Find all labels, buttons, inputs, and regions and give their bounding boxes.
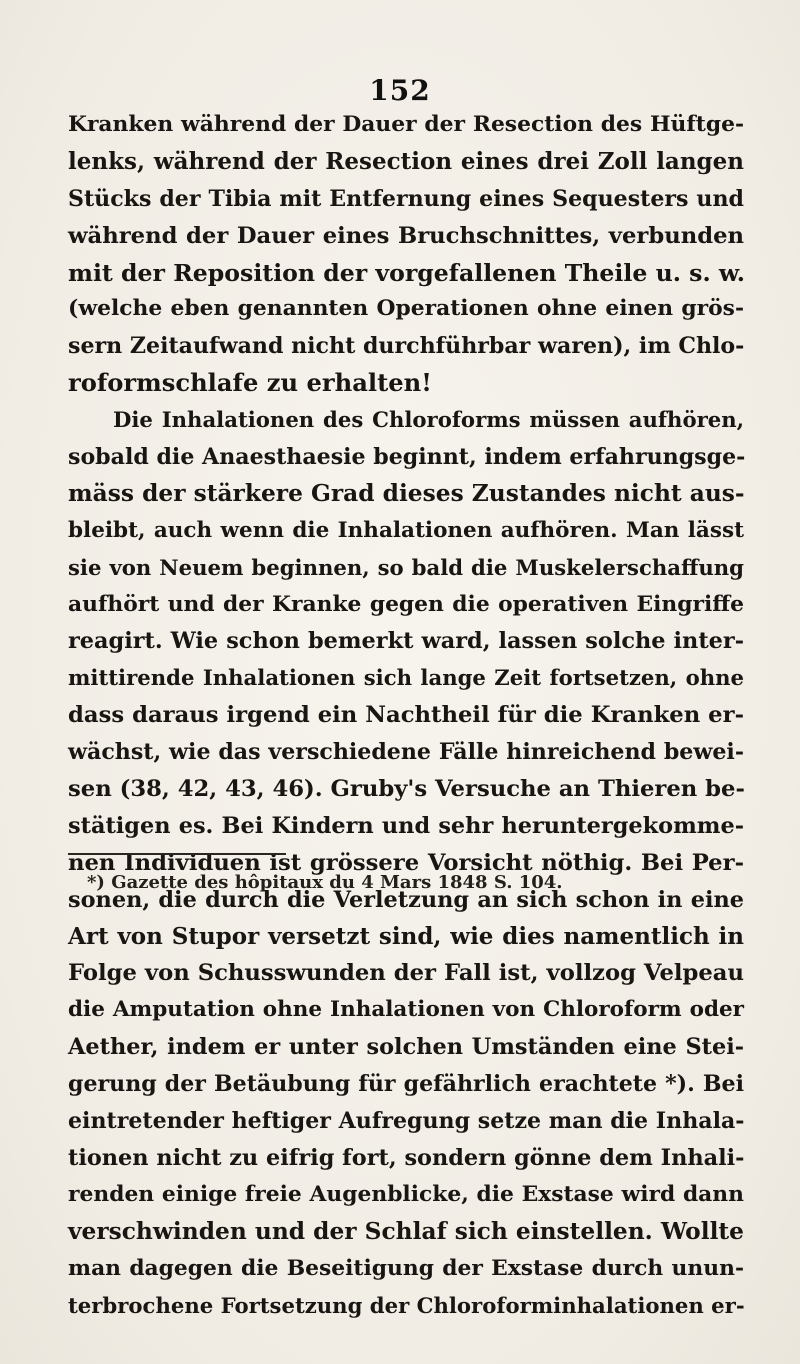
text-line: roformschlafe zu erhalten! [68, 368, 432, 398]
text-line: während der Dauer eines Bruchschnittes, verbunden [68, 222, 744, 249]
text-line: sobald die Anaesthaesie beginnt, indem erfahrungsge- [68, 444, 746, 471]
text-line: Aether, indem er unter solchen Umständen eine Stei- [68, 1034, 744, 1061]
text-line: mit der Reposition der vorgefallenen Theile u. s. w. [68, 258, 746, 287]
text-line: mittirende Inhalationen sich lange Zeit fortsetzen, ohne [68, 665, 744, 691]
text-line: Kranken während der Dauer der Resection des Hüftge- [68, 112, 744, 137]
text-line: die Amputation ohne Inhalationen von Chloroform oder [68, 997, 744, 1023]
text-line: terbrochene Fortsetzung der Chloroforminhalationen er- [68, 1292, 745, 1318]
text-line: eintretender heftiger Aufregung setze man die Inhala- [68, 1108, 745, 1135]
text-line: gerung der Betäubung für gefährlich erachtete *). Bei [68, 1071, 744, 1098]
text-line: bleibt, auch wenn die Inhalationen aufhören. Man lässt [68, 517, 744, 543]
text-line: sen (38, 42, 43, 46). Gruby's Versuche an Thieren be- [68, 776, 745, 803]
text-line: verschwinden und der Schlaf sich einstellen. Wollte [68, 1217, 744, 1245]
text-line: renden einige freie Augenblicke, die Exstase wird dann [68, 1181, 744, 1207]
footnote-divider [68, 853, 286, 855]
text-line: sie von Neuem beginnen, so bald die Muskelerschaffung [68, 554, 744, 580]
text-line: lenks, während der Resection eines drei Zoll langen [68, 147, 744, 175]
text-line: (welche eben genannten Operationen ohne einen grös- [68, 296, 744, 322]
text-line: Art von Stupor versetzt sind, wie dies namentlich in [68, 922, 744, 950]
text-line: aufhört und der Kranke gegen die operativen Eingriffe [68, 591, 744, 617]
body-text [68, 107, 744, 1324]
text-line: dass daraus irgend ein Nachtheil für die Kranken er- [68, 702, 744, 729]
text-line: Folge von Schusswunden der Fall ist, vollzog Velpeau [68, 960, 744, 987]
text-line: wächst, wie das verschiedene Fälle hinreichend bewei- [68, 739, 744, 766]
text-line: stätigen es. Bei Kindern und sehr heruntergekomme- [68, 812, 744, 839]
text-line: Stücks der Tibia mit Entfernung eines Sequesters und [68, 185, 744, 212]
text-line: man dagegen die Beseitigung der Exstase durch unun- [68, 1255, 744, 1281]
text-line: reagirt. Wie schon bemerkt ward, lassen solche inter- [68, 628, 744, 655]
text-line: sonen, die durch die Verletzung an sich schon in eine [68, 886, 744, 913]
text-line: tionen nicht zu eifrig fort, sondern gönne dem Inhali- [68, 1144, 745, 1171]
text-line: Die Inhalationen des Chloroforms müssen aufhören, [113, 407, 744, 433]
footnote: *) Gazette des hôpitaux du 4 Mars 1848 S. 104. [87, 872, 563, 893]
page-number: 152 [369, 74, 431, 107]
text-line: nen Individuen ist grössere Vorsicht nöthig. Bei Per- [68, 849, 744, 876]
text-line: sern Zeitaufwand nicht durchführbar waren), im Chlo- [68, 333, 745, 360]
text-line: mäss der stärkere Grad dieses Zustandes nicht aus- [68, 479, 745, 507]
